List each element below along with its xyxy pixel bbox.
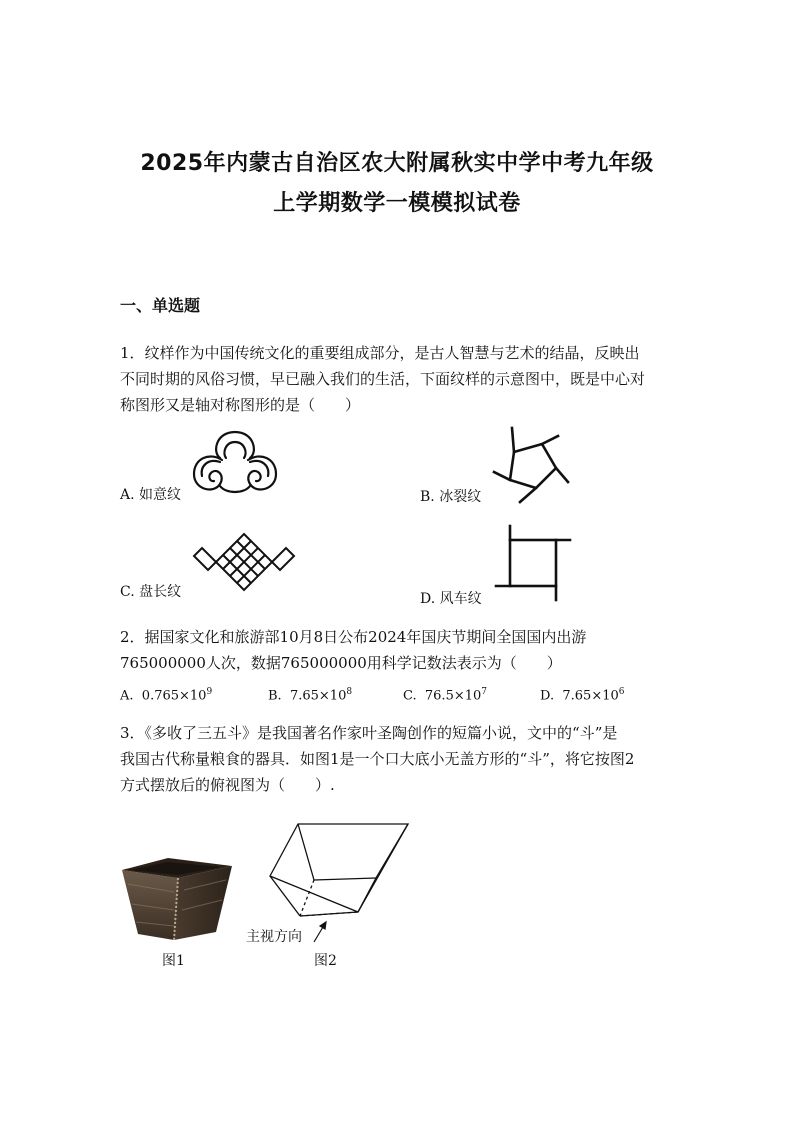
times-ten: ×10 xyxy=(453,688,482,704)
times-ten: ×10 xyxy=(179,688,207,704)
q2-stem xyxy=(120,624,680,676)
mantissa: 76.5 xyxy=(424,688,454,704)
mantissa: 7.65 xyxy=(289,688,319,704)
q2-option-a[interactable] xyxy=(120,687,212,703)
pinwheel-pattern-icon xyxy=(496,524,572,604)
figure-2-caption: 图2 xyxy=(314,953,337,969)
figure-1-caption: 图1 xyxy=(162,953,185,969)
option-letter: B. xyxy=(420,489,435,505)
option-letter: C. xyxy=(120,584,135,600)
times-ten: ×10 xyxy=(591,688,619,704)
exponent: 9 xyxy=(206,687,213,697)
option-letter: A. xyxy=(120,688,134,704)
q1-line2: 不同时期的风俗习惯，早已融入我们的生活，下面纹样的示意图中，既是中心对 xyxy=(120,370,646,388)
times-ten: ×10 xyxy=(318,688,347,704)
q3-line3: 方式摆放后的俯视图为（ ）. xyxy=(120,776,335,794)
option-letter: D. xyxy=(420,591,436,607)
q2-option-d[interactable] xyxy=(540,687,624,703)
q3-line1: 3．《多收了三五斗》是我国著名作家叶圣陶创作的短篇小说，文中的“斗”是 xyxy=(120,724,618,742)
ruyi-cloud-pattern-icon xyxy=(190,428,280,500)
q2-line1: 2．据国家文化和旅游部10月8日公布2024年国庆节期间全国国内出游 xyxy=(120,628,587,646)
q1-option-b[interactable] xyxy=(420,486,481,506)
option-label: 盘长纹 xyxy=(139,584,182,600)
q1-stem xyxy=(120,340,680,418)
q2-line2: 765000000人次，数据765000000用科学记数法表示为（ ） xyxy=(120,654,562,672)
paper-title-line2: 上学期数学一模模拟试卷 xyxy=(273,191,521,216)
option-letter: A. xyxy=(120,487,135,503)
view-direction-label: 主视方向 xyxy=(246,929,302,945)
mantissa: 0.765 xyxy=(141,688,180,704)
q2-option-b[interactable] xyxy=(268,687,352,703)
option-letter: C. xyxy=(403,688,417,704)
paper-title-line1: 2025年内蒙古自治区农大附属秋实中学中考九年级 xyxy=(140,151,654,176)
option-label: 如意纹 xyxy=(139,487,182,503)
q1-line3: 称图形又是轴对称图形的是（ ） xyxy=(120,396,361,414)
q1-option-a[interactable] xyxy=(120,484,181,504)
option-label: 风车纹 xyxy=(439,591,482,607)
section-heading: 一、单选题 xyxy=(120,296,201,315)
option-letter: B. xyxy=(268,688,282,704)
q2-option-c[interactable] xyxy=(403,687,487,703)
mantissa: 7.65 xyxy=(562,688,592,704)
option-label: 冰裂纹 xyxy=(439,489,482,505)
q1-line1: 1．纹样作为中国传统文化的重要组成部分，是古人智慧与艺术的结晶，反映出 xyxy=(120,344,640,362)
wooden-dou-photo xyxy=(118,854,236,944)
endless-knot-pattern-icon xyxy=(192,532,296,592)
q3-line2: 我国古代称量粮食的器具．如图1是一个口大底小无盖方形的“斗”，将它按图2 xyxy=(120,750,635,768)
option-letter: D. xyxy=(540,688,555,704)
exponent: 7 xyxy=(481,687,488,697)
exponent: 8 xyxy=(346,687,353,697)
q1-option-d[interactable] xyxy=(420,588,482,608)
ice-crack-pattern-icon xyxy=(490,426,572,506)
q3-stem xyxy=(120,720,695,798)
exponent: 6 xyxy=(618,687,625,697)
q1-option-c[interactable] xyxy=(120,581,181,601)
